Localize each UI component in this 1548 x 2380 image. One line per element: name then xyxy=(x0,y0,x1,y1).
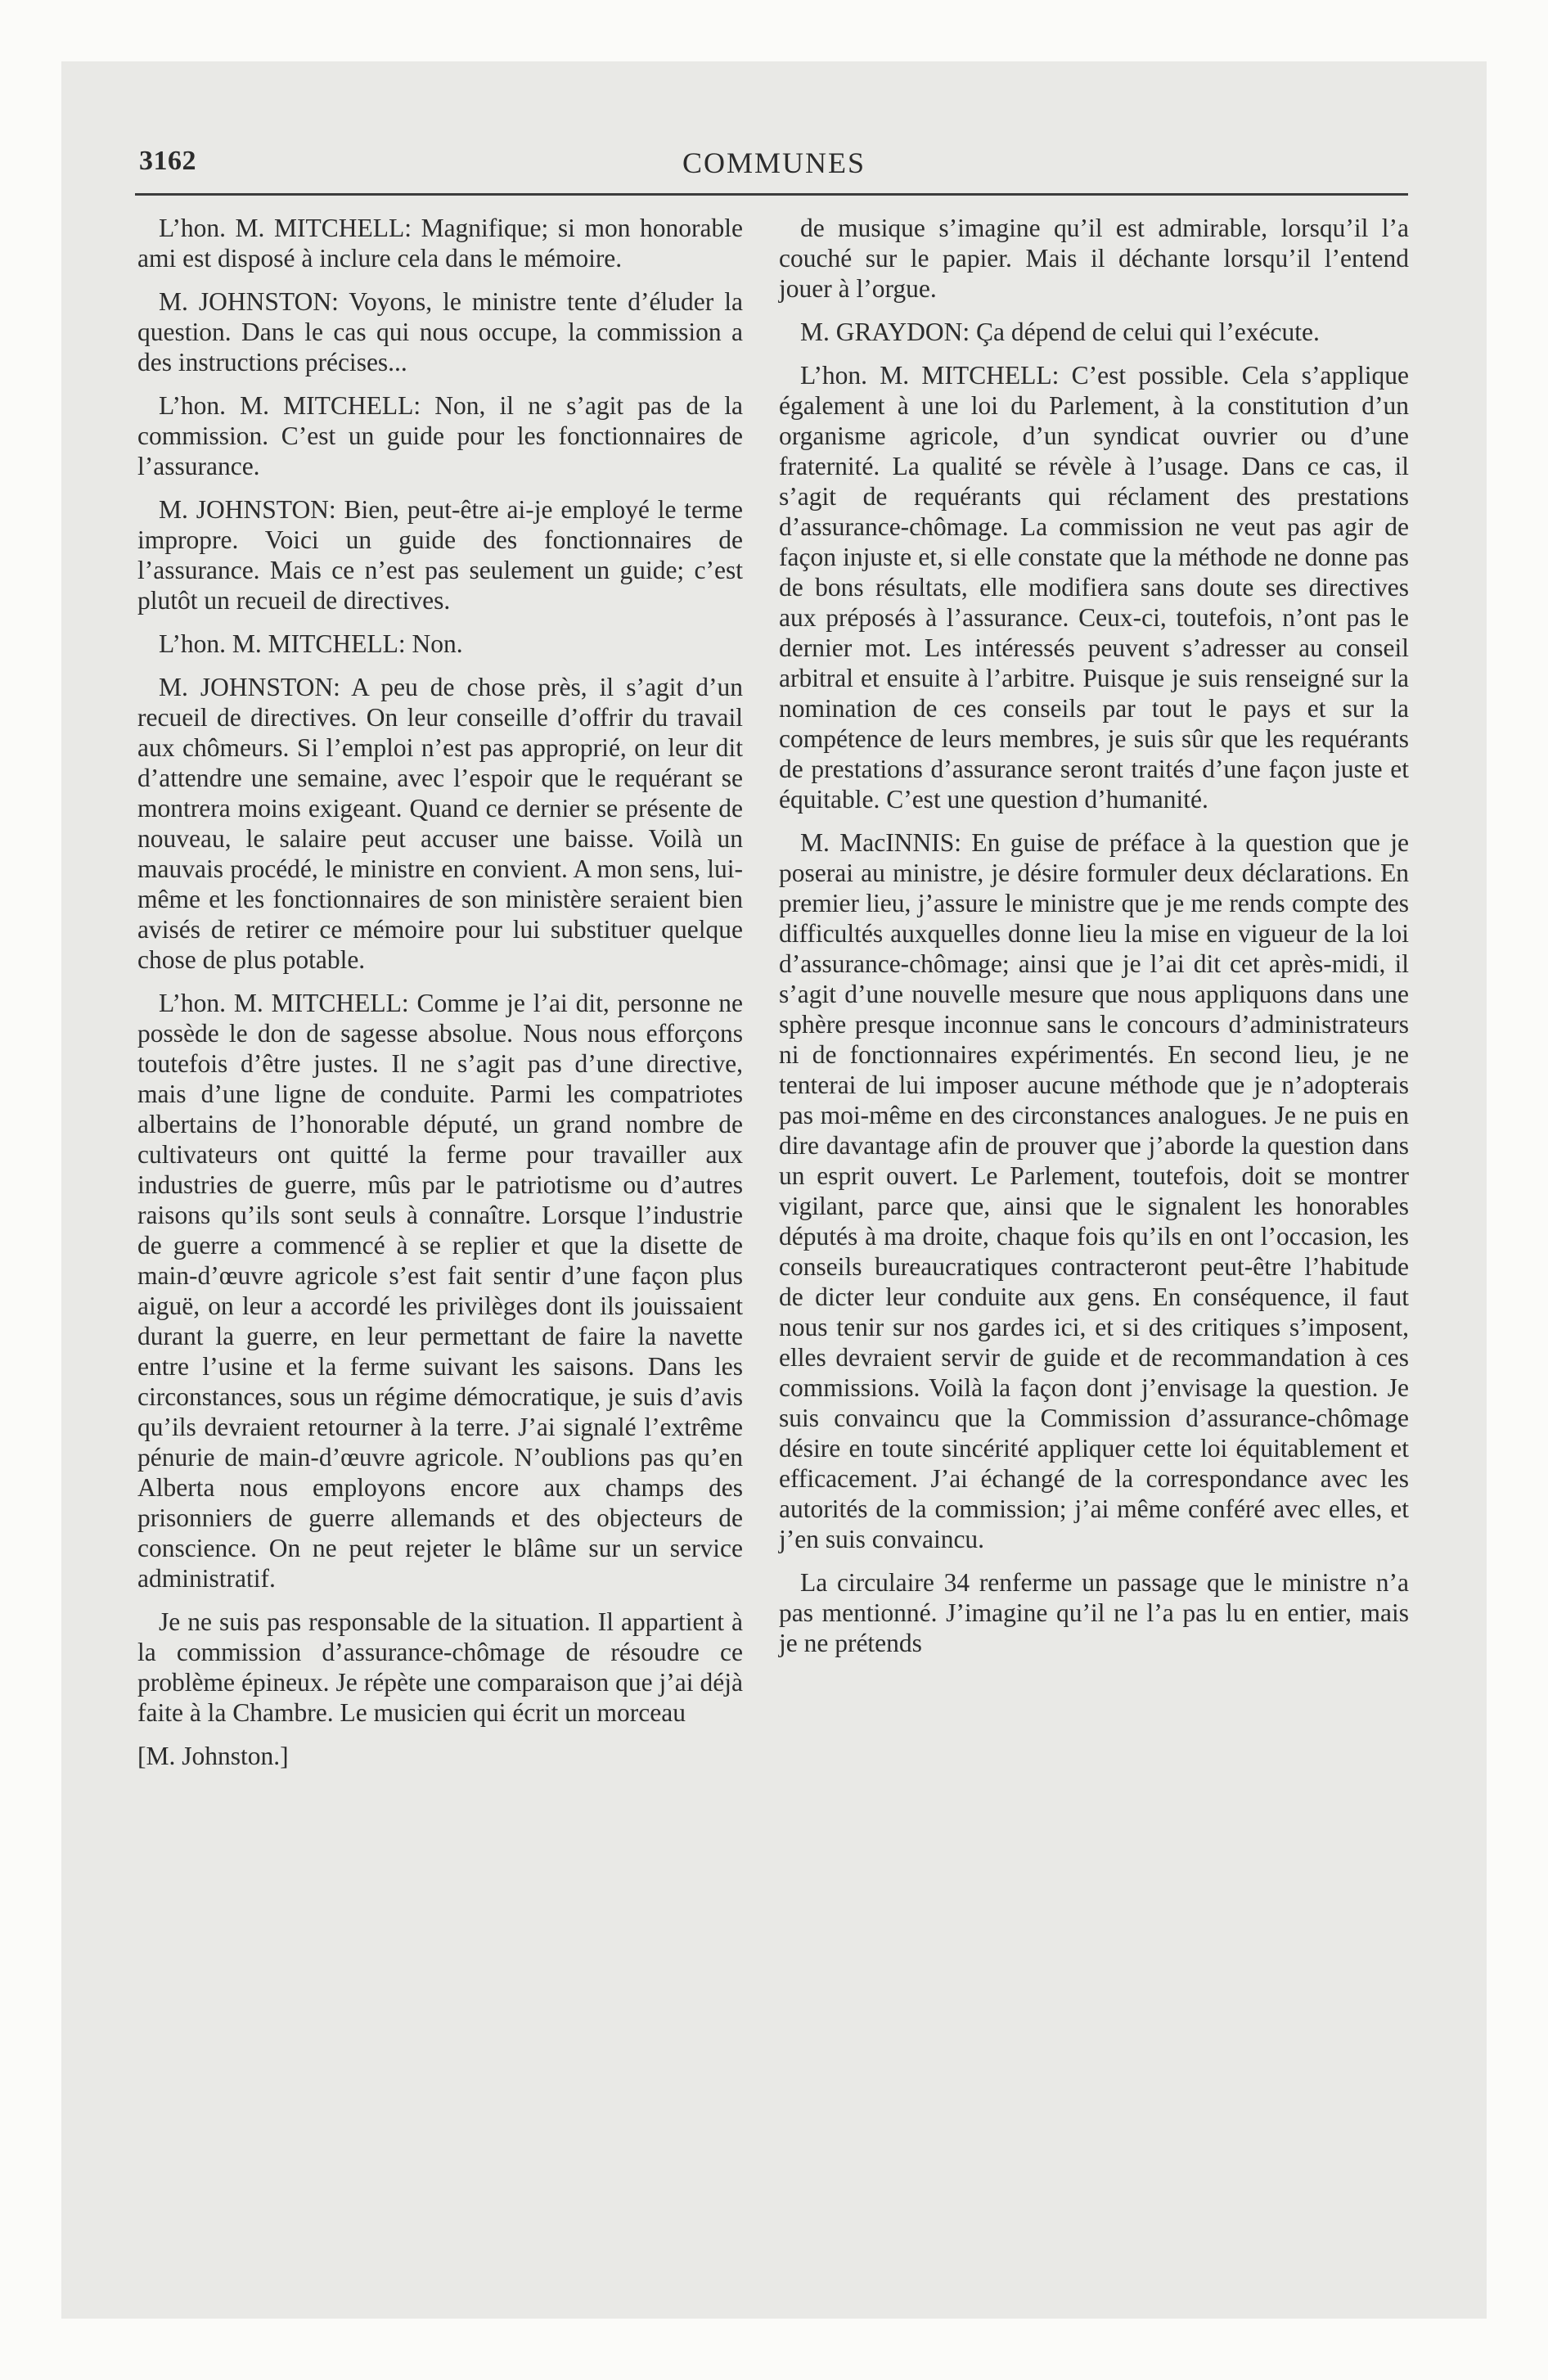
paragraph: La circulaire 34 renferme un passage que le ministre n’a pas mentionné. J’imagine qu’il ne l’a pas lu en entier, mais je ne prétends xyxy=(779,1568,1409,1657)
paragraph: L’hon. M. MITCHELL: Comme je l’ai dit, personne ne possède le don de sagesse absolue. Nous nous efforçons toutefois d’être justes. Il ne s’agit pas d’une directive, mais d’une ligne de conduite. Parmi les compatriotes albertains de l’honorable député, un grand nombre de cultivateurs ont quitté la ferme pour travailler aux industries de guerre, mûs par le patriotisme ou d’autres raisons qu’ils sont seuls à connaître. Lorsque l’industrie de guerre a commencé à se replier et que la disette de main-d’œuvre agricole s’est fait sentir d’une façon plus aiguë, on leur a accordé les privilèges dont ils jouissaient durant la guerre, en leur permettant de faire la navette entre l’usine et la ferme suivant les saisons. Dans les circonstances, sous un régime démocratique, je suis d’avis qu’ils devraient retourner à la terre. J’ai signalé l’extrême pénurie de main-d’œuvre agricole. N’oublions pas qu’en Alberta nous employons encore aux champs des prisonniers de guerre allemands et des objecteurs de conscience. On ne peut rejeter le blâme sur un service administratif. xyxy=(137,989,743,1593)
page-header xyxy=(139,146,1409,187)
paragraph: M. MacINNIS: En guise de préface à la question que je poserai au ministre, je désire formuler deux déclarations. En premier lieu, j’assure le ministre que je me rends compte des difficultés auxquelles donne lieu la mise en vigueur de la loi d’assurance-chômage; ainsi que je l’ai dit cet après-midi, il s’agit d’une nouvelle mesure que nous appliquons dans une sphère presque inconnue sans le concours d’administrateurs ni de fonctionnaires expérimentés. En second lieu, je ne tenterai de lui imposer aucune méthode que je n’adopterais pas moi-même en des circonstances analogues. Je ne puis en dire davantage afin de prouver que j’aborde la question dans un esprit ouvert. Le Parlement, toutefois, doit se montrer vigilant, parce que, ainsi que le signalent les honorables députés à ma droite, chaque fois qu’ils en ont l’occasion, les conseils bureaucratiques contracteront peut-être l’habitude de dicter leur conduite aux gens. En conséquence, il faut nous tenir sur nos gardes ici, et si des critiques s’imposent, elles devraient servir de guide et de recommandation à ces commissions. Voilà la façon dont j’envisage la question. Je suis convaincu que la Commission d’assurance-chômage désire en toute sincérité appliquer cette loi équitablement et efficacement. J’ai échangé de la correspondance avec les autorités de la commission; j’ai même conféré avec elles, et j’en suis convaincu. xyxy=(779,828,1409,1553)
left-column xyxy=(137,213,743,1784)
speaker-attribution: [M. Johnston.] xyxy=(137,1742,289,1770)
header-rule xyxy=(135,193,1408,196)
paragraph: Je ne suis pas responsable de la situation. Il appartient à la commission d’assurance-chômage de résoudre ce problème épineux. Je répète une comparaison que j’ai déjà faite à la Chambre. Le musicien qui écrit un morceau xyxy=(137,1607,743,1727)
paragraph: M. JOHNSTON: A peu de chose près, il s’agit d’un recueil de directives. On leur conseille d’offrir du travail aux chômeurs. Si l’emploi n’est pas approprié, on leur dit d’attendre une semaine, avec l’espoir que le requérant se montrera moins exigeant. Quand ce dernier se présente de nouveau, le salaire peut accuser une baisse. Voilà un mauvais procédé, le ministre en convient. A mon sens, lui-même et les fonctionnaires de son ministère seraient bien avisés de retirer ce mémoire pour lui substituer quelque chose de plus potable. xyxy=(137,673,743,974)
paragraph: M. GRAYDON: Ça dépend de celui qui l’exécute. xyxy=(800,318,1320,346)
paragraph: de musique s’imagine qu’il est admirable, lorsqu’il l’a couché sur le papier. Mais il déchante lorsqu’il l’entend jouer à l’orgue. xyxy=(779,214,1409,303)
paragraph: L’hon. M. MITCHELL: C’est possible. Cela s’applique également à une loi du Parlement, à la constitution d’un organisme agricole, d’un syndicat ouvrier ou d’une fraternité. La qualité se révèle à l’usage. Dans ce cas, il s’agit de requérants qui réclament des prestations d’assurance-chômage. La commission ne veut pas agir de façon injuste et, si elle constate que la méthode ne donne pas de bons résultats, elle modifiera sans doute ses directives aux préposés à l’assurance. Ceux-ci, toutefois, n’ont pas le dernier mot. Les intéressés peuvent s’adresser au conseil arbitral et ensuite à l’arbitre. Puisque je suis renseigné sur la nomination de ces conseils par tout le pays et sur la compétence de leurs membres, je suis sûr que les requérants de prestations d’assurance seront traités d’une façon juste et équitable. C’est une question d’humanité. xyxy=(779,361,1409,814)
right-column xyxy=(779,213,1409,1671)
paragraph: L’hon. M. MITCHELL: Non. xyxy=(159,629,463,658)
paragraph: L’hon. M. MITCHELL: Non, il ne s’agit pas de la commission. C’est un guide pour les fonctionnaires de l’assurance. xyxy=(137,391,743,480)
paragraph: M. JOHNSTON: Voyons, le ministre tente d’éluder la question. Dans le cas qui nous occupe, la commission a des instructions précises... xyxy=(137,287,743,376)
paragraph: L’hon. M. MITCHELL: Magnifique; si mon honorable ami est disposé à inclure cela dans le mémoire. xyxy=(137,214,743,273)
running-head: COMMUNES xyxy=(682,146,866,179)
paragraph: M. JOHNSTON: Bien, peut-être ai-je employé le terme impropre. Voici un guide des fonctionnaires de l’assurance. Mais ce n’est pas seulement un guide; c’est plutôt un recueil de directives. xyxy=(137,495,743,615)
page-number: 3162 xyxy=(139,146,196,176)
